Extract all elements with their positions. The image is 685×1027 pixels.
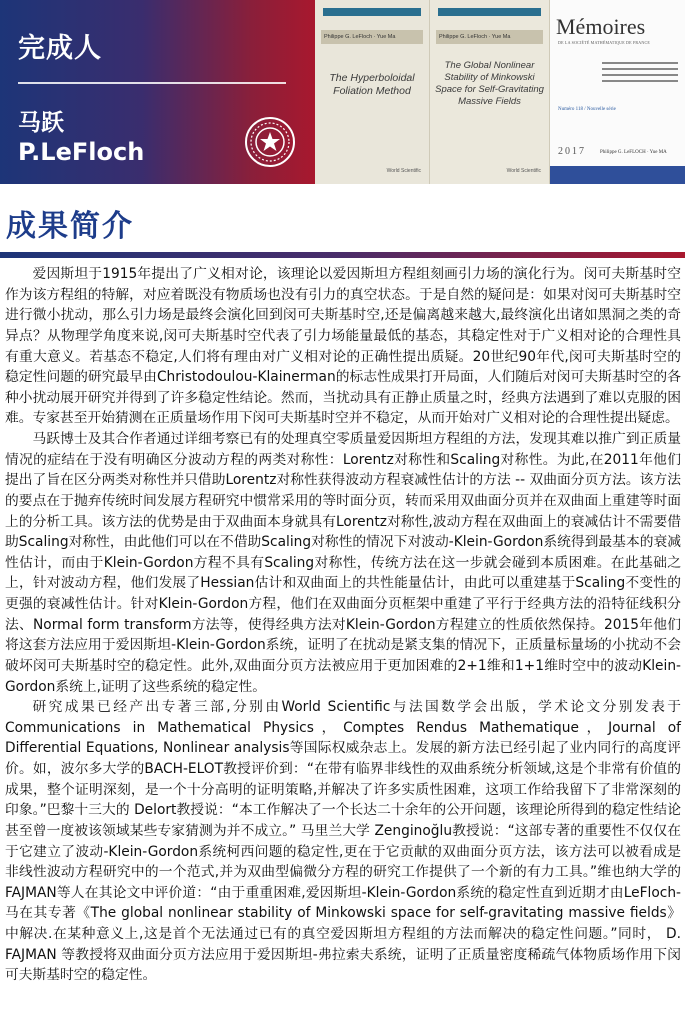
role-label: 完成人 [18,33,102,64]
book-subtitle: DE LA SOCIÉTÉ MATHÉMATIQUE DE FRANCE [558,40,650,45]
book-year: 2017 [558,146,586,157]
cover-strip [323,8,421,16]
emblem-icon [244,116,296,168]
book-cover-memoires [550,0,685,184]
paragraph: 爱因斯坦于1915年提出了广义相对论，该理论以爱因斯坦方程组刻画引力场的演化行为。闵可夫斯基时空作为该方程组的特解，对应着既没有物质场也没有引力的真空状态。于是自然的疑问是：如果对闵可夫斯基时空进行微小扰动，那么引力场是最终会演化回到闵可夫斯基时空,还是偏离越来越大,最终演化出诸如黑洞之类的奇异点？从物理学角度来说,闵可夫斯基时空代表了引力场能量最低的基态，其稳定性对于广义相对论的合理性具有重大意义。若基态不稳定,人们将有理由对广义相对论的正确性提出质疑。20世纪90年代,闵可夫斯基时空的稳定性问题的研究最早由Christodoulou-Klainerman的标志性成果打开局面，人们随后对闵可夫斯基时空的各种小扰动展开研究并得到了许多稳定性结论。然而，当扰动具有正静止质量之时，经典方法遇到了难以克服的困难。专家甚至开始猜测在正质量场作用下闵可夫斯基时空并不稳定，从而开始对广义相对论的合理性提出疑虑。 [5,266,681,427]
book-title: The Global Nonlinear Stability of Minkowski Space for Self-Gravitating Massive Fields [435,60,544,107]
book-author: Philippe G. LeFLOCH · Yue MA [600,150,667,155]
book-author: Philippe G. LeFloch · Yue Ma [436,30,543,44]
cover-band [550,166,685,184]
cover-lines [602,62,678,86]
book-title: The Hyperboloidal Foliation Method [329,72,415,98]
header-banner [0,0,685,184]
article-body [5,264,681,986]
book-title: Mémoires [556,14,646,39]
book-number: Numéro 118 / Nouvelle série [558,107,616,112]
author-name-zh: 马跃 [18,110,64,136]
book-cover-hyperboloidal [315,0,430,184]
paragraph: 马跃博士及其合作者通过详细考察已有的处理真空零质量爱因斯坦方程组的方法，发现其难以推广到正质量情况的症结在于没有明确区分波动方程的两类对称性：Lorentz对称性和Scaling对称性。为此,在2011年他们提出了旨在区分两类对称性并只借助Lorentz对称性获得波动方程衰减性估计的方法 -- 双曲面分页方法。该方法的要点在于抛弃传统时间发展方程研究中惯常采用的等时面分页，转而采用双曲面分页并在双曲面上重建等时面上的分析工具。该方法的优势是由于双曲面本身就具有Lorentz对称性,波动方程在双曲面上的衰减估计不需要借助Scaling对称性，由此他们可以在不借助Scaling对称性的情况下对波动-Klein-Gordon系统得到最基本的衰减性估计，而由于Klein-Gordon方程不具有Scaling对称性，传统方法在这一步就会碰到本质困难。在此基础之上，针对波动方程，他们发展了Hessian估计和双曲面上的共性能量估计，由此可以重建基于Scaling不变性的更强的衰减性估计。针对Klein-Gordon方程，他们在双曲面分页框架中重建了平行于经典方法的沿特征线积分法、Normal form transform方法等，使得经典方法对Klein-Gordon方程建立的性质依然保持。2015年他们将这套方法应用于爱因斯坦-Klein-Gordon系统，证明了在扰动是紧支集的情况下，正质量标量场的小扰动不会破坏闵可夫斯基时空的稳定性。此外,双曲面分页方法被应用于更加困难的2+1维和1+1维时空中的波动Klein-Gordon系统上,证明了这些系统的稳定性。 [5,431,681,695]
book-cover-global-stability [430,0,550,184]
divider [18,82,286,84]
author-name-en: P.LeFloch [18,138,145,166]
paragraph: 研究成果已经产出专著三部,分别由World Scientific与法国数学会出版，学术论文分别发表于Communications in Mathematical Physics，Comptes Rendus Mathematique，Journal of Differential Equations, Nonlinear analysis等国际权威杂志上。发展的新方法已经引起了业内同行的高度评价。如，波尔多大学的BACH-ELOT教授评价到：“在带有临界非线性的双曲系统分析领域,这是个非常有价值的成果，整个证明深刻，是一个十分高明的证明策略,并解决了许多实质性困难，这项工作给我留下了非常深刻的印象。”巴黎十三大的 Delort教授说：“本工作解决了一个长达二十余年的公开问题，该理论所得到的稳定性结论甚至曾一度被该领域某些专家猜测为并不成立。” 马里兰大学 Zenginoğlu教授说：“这部专著的重要性不仅仅在于它建立了波动-Klein-Gordon系统柯西问题的稳定性,更在于它贡献的双曲面分页方法，该方法可以被看成是非线性波动方程研究中的一个范式,并为双曲型偏微分方程的研究工作提供了一个新的有力工具。”维也纳大学的FAJMAN等人在其论文中评价道：“由于重重困难,爱因斯坦-Klein-Gordon系统的稳定性直到近期才由LeFloch-马在其专著《The global nonlinear stability of Minkowski space for self-gravitating massive fields》中解决.在某种意义上,这是首个无法通过已有的真空爱因斯坦方程组的方法而解决的稳定性问题。”同时， D. FAJMAN 等教授将双曲面分页方法应用于爱因斯坦-弗拉索夫系统，证明了正质量密度稀疏气体物质场作用下闵可夫斯基时空的稳定性。 [5,699,681,984]
section-title: 成果简介 [6,209,134,244]
book-publisher: World Scientific [386,168,421,174]
cover-strip [438,8,541,16]
book-publisher: World Scientific [506,168,541,174]
author-panel [0,0,315,184]
book-author: Philippe G. LeFloch · Yue Ma [321,30,423,44]
section-divider [0,252,685,258]
